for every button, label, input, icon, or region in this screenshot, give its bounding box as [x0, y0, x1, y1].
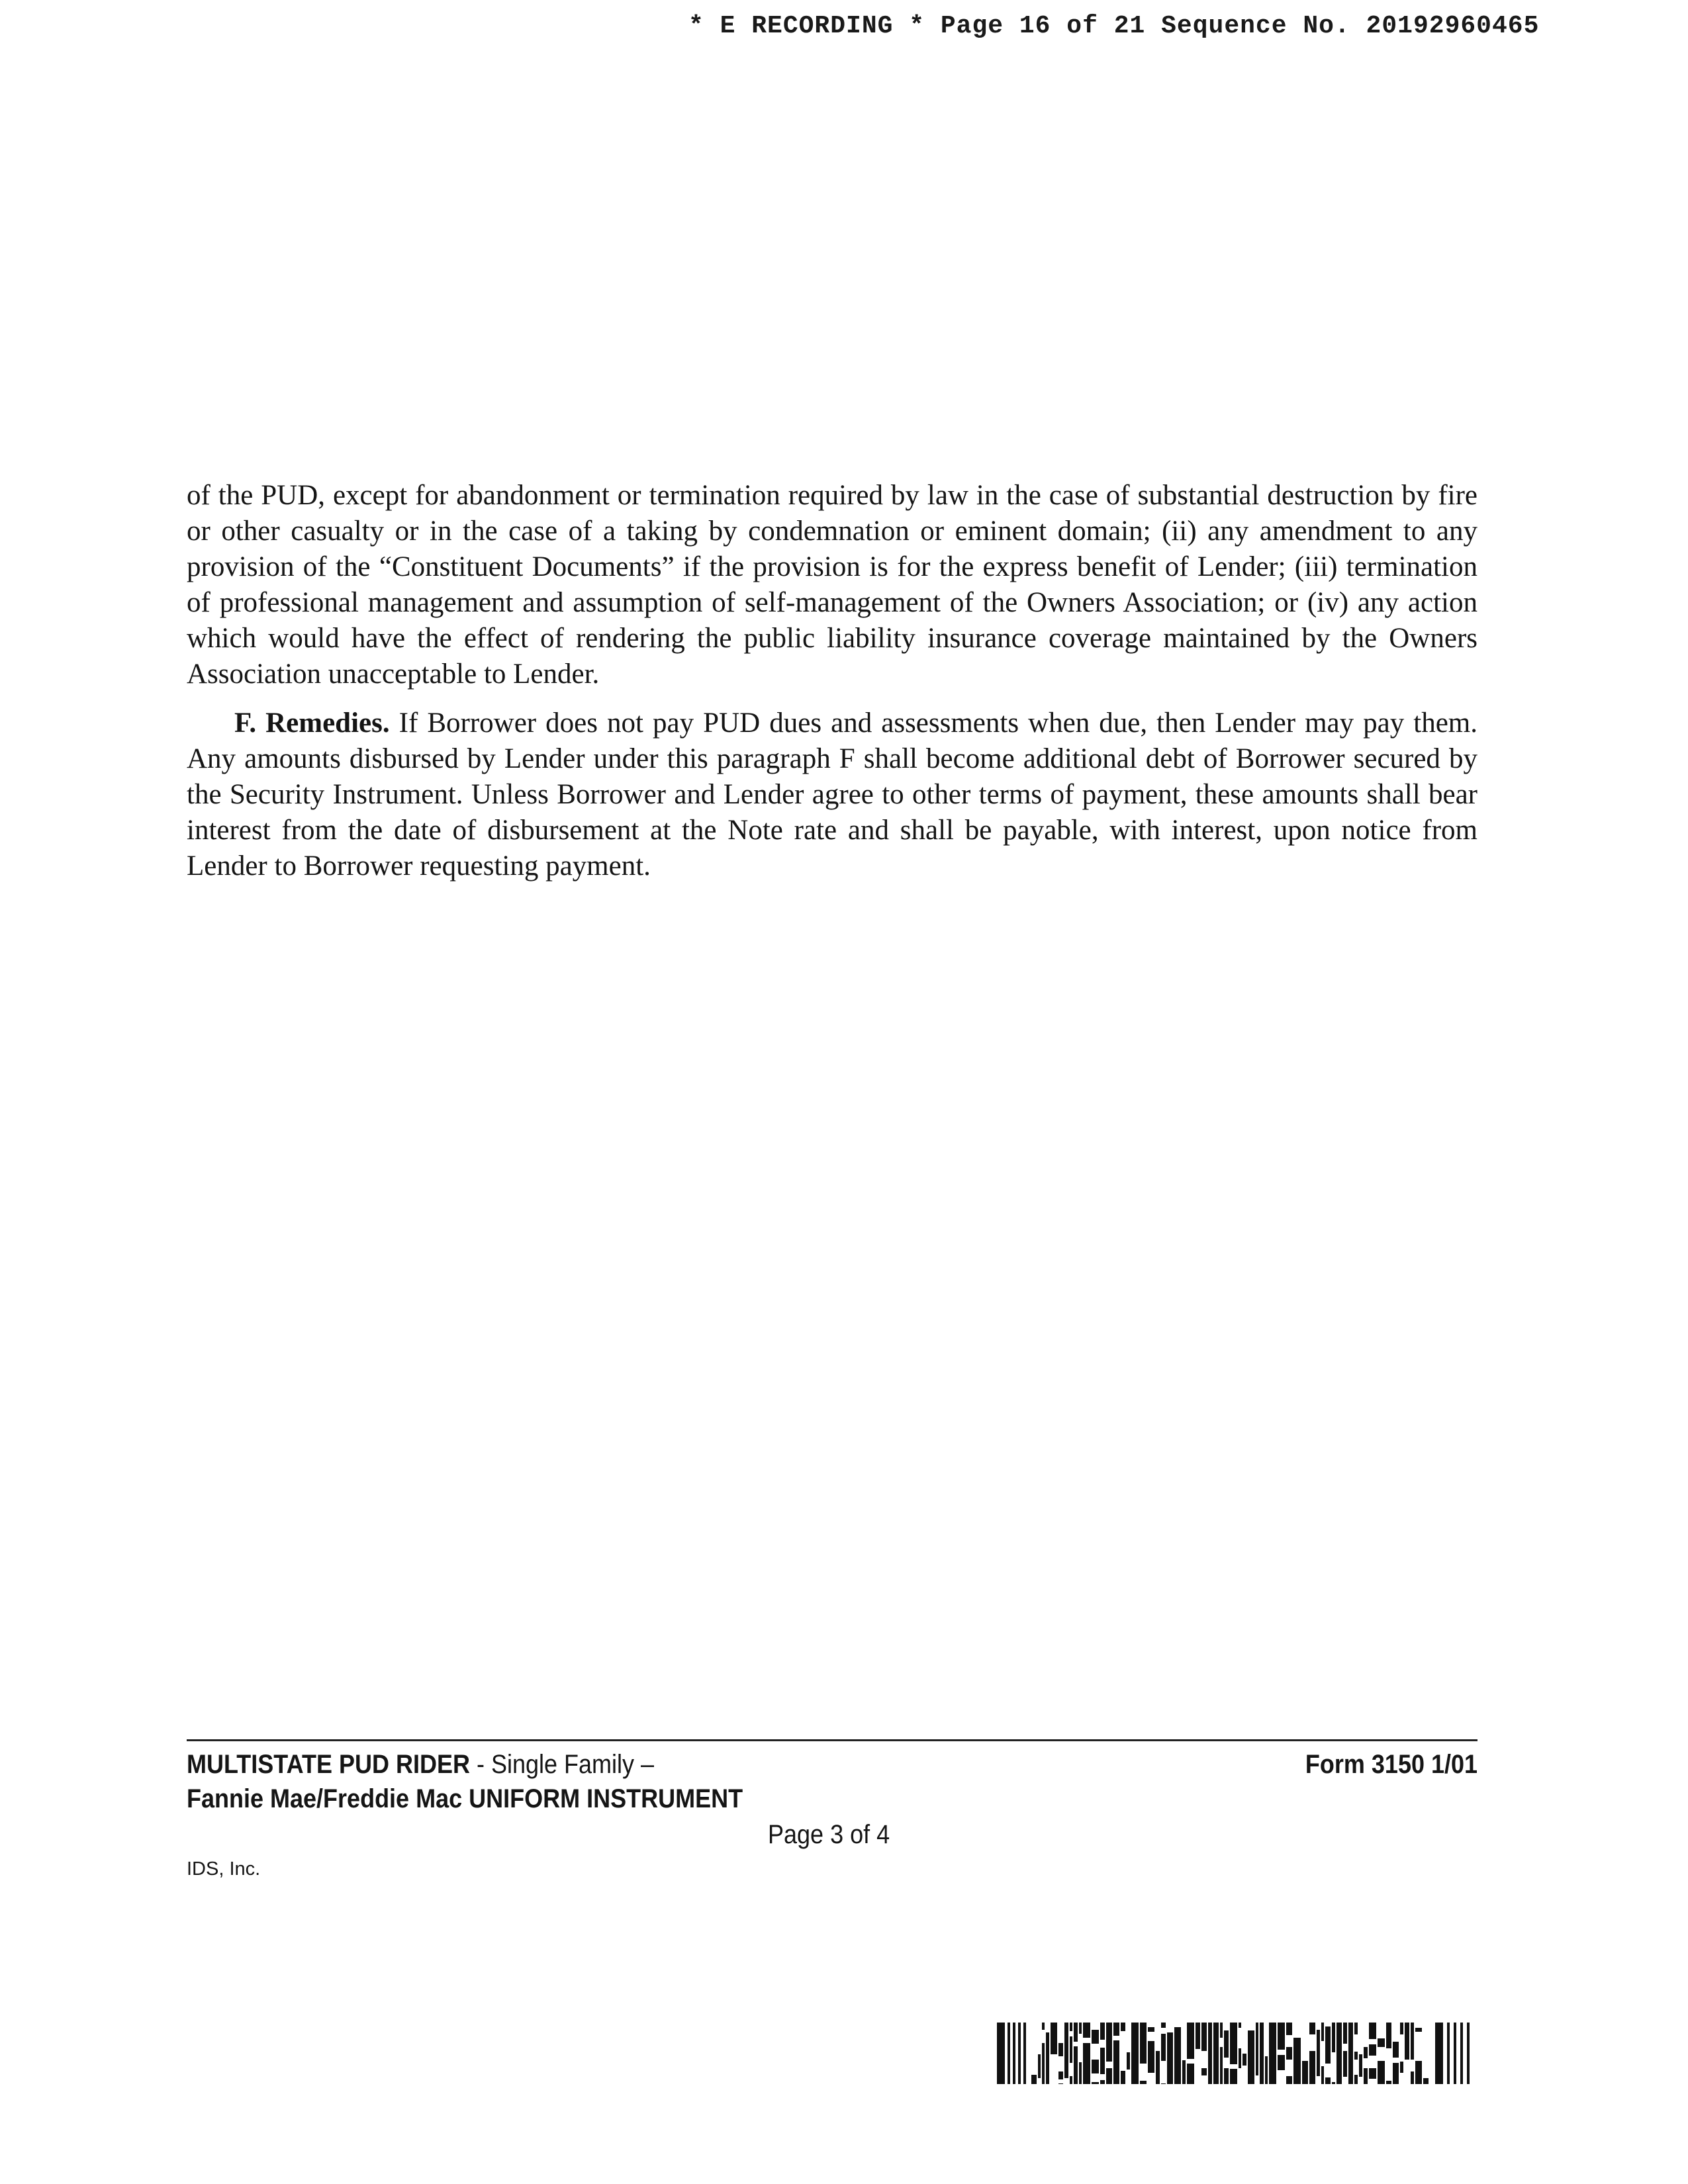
footer-title-rest: - Single Family –: [469, 1750, 655, 1779]
footer-title-bold: MULTISTATE PUD RIDER: [187, 1750, 470, 1779]
remedies-text: If Borrower does not pay PUD dues and assessments when due, then Lender may pay them. Any amounts disbursed by Lender under this paragraph F shall become additional debt of Borrower secured by the Security Instrument. Unless Borrower and Lender agree to other terms of payment, these amounts shall bear interest from the date of disbursement at the Note rate and shall be payable, with interest, upon notice from Lender to Borrower requesting payment.: [187, 707, 1478, 882]
recording-header: * E RECORDING * Page 16 of 21 Sequence No. 20192960465: [688, 12, 1540, 40]
footer-title-line: [187, 1747, 743, 1782]
footer-form-number: Form 3150 1/01: [1305, 1750, 1477, 1779]
footer-divider: [187, 1739, 1477, 1741]
footer-subtitle: Fannie Mae/Freddie Mac UNIFORM INSTRUMENT: [187, 1784, 743, 1813]
continuation-paragraph: of the PUD, except for abandonment or termination required by law in the case of substantial destruction by fire or other casualty or in the case of a taking by condemnation or eminent domain; (ii) any amendment to any provision of the “Constituent Documents” if the provision is for the express benefit of Lender; (iii) termination of professional management and assumption of self-management of the Owners Association; or (iv) any action which would have the effect of rendering the public liability insurance coverage maintained by the Owners Association unacceptable to Lender.: [187, 480, 1477, 690]
remedies-heading: F. Remedies.: [234, 707, 390, 739]
barcode-icon: [997, 2023, 1475, 2084]
footer-page-number: Page 3 of 4: [768, 1820, 890, 1849]
document-body: [187, 478, 1477, 897]
footer-company: IDS, Inc.: [187, 1858, 261, 1880]
remedies-paragraph: [187, 705, 1477, 884]
footer-form-title: [187, 1747, 743, 1816]
